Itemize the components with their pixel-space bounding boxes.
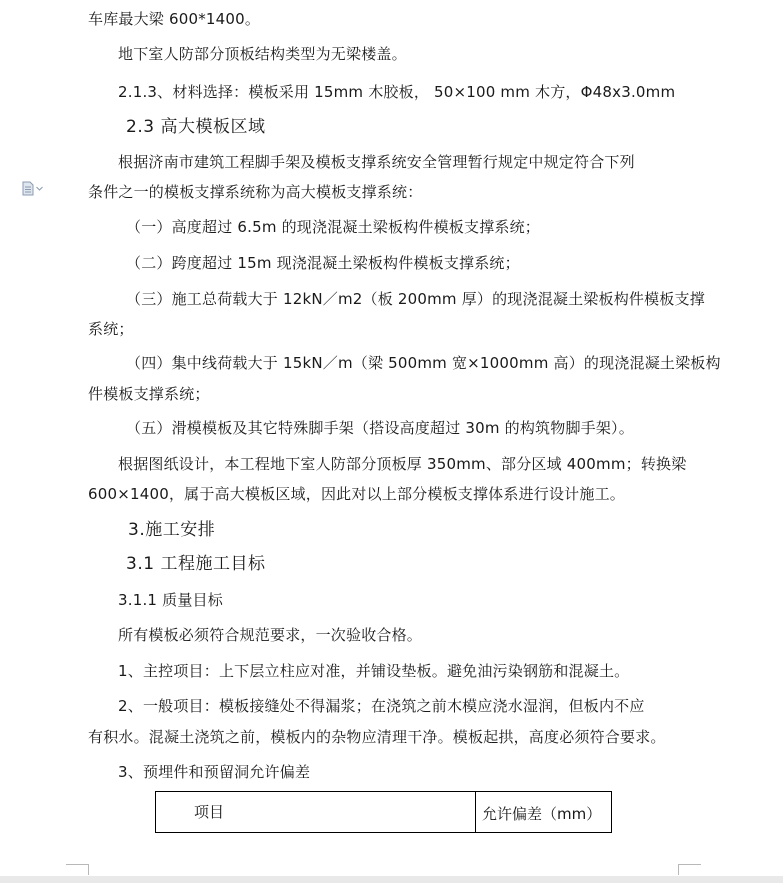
tolerance-table xyxy=(155,791,612,833)
page-corner-marker xyxy=(678,864,701,875)
text-line: （三）施工总荷载大于 12kN／m2（板 200mm 厚）的现浇混凝土梁板构件模板支撑 xyxy=(126,290,705,308)
text-line: （二）跨度超过 15m 现浇混凝土梁板构件模板支撑系统； xyxy=(126,254,520,272)
section-heading: 2.3 高大模板区域 xyxy=(126,117,266,137)
page-corner-marker xyxy=(66,864,89,875)
text-line: 根据济南市建筑工程脚手架及模板支撑系统安全管理暂行规定中规定符合下列 xyxy=(118,153,635,171)
text-line: 地下室人防部分顶板结构类型为无梁楼盖。 xyxy=(118,45,407,63)
text-line: 车库最大梁 600*1400。 xyxy=(88,10,261,28)
text-line: 有积水。混凝土浇筑之前，模板内的杂物应清理干净。模板起拱，高度必须符合要求。 xyxy=(88,728,666,746)
text-line: 2、一般项目：模板接缝处不得漏浆；在浇筑之前木模应浇水湿润，但板内不应 xyxy=(118,697,645,715)
text-line: 条件之一的模板支撑系统称为高大模板支撑系统： xyxy=(88,183,423,201)
text-line: 600×1400，属于高大模板区域，因此对以上部分模板支撑体系进行设计施工。 xyxy=(88,485,625,503)
section-heading: 3.施工安排 xyxy=(128,520,216,540)
text-line: 2.1.3、材料选择：模板采用 15mm 木胶板， 50×100 mm 木方，Φ48x3.0mm xyxy=(118,83,676,101)
text-line: 所有模板必须符合规范要求，一次验收合格。 xyxy=(118,626,423,644)
text-line: （五）滑模模板及其它特殊脚手架（搭设高度超过 30m 的构筑物脚手架）。 xyxy=(126,419,634,437)
text-line: 件模板支撑系统； xyxy=(88,385,210,403)
document-outline-icon[interactable] xyxy=(22,180,48,196)
table-header-tolerance: 允许偏差（mm） xyxy=(482,805,602,823)
subsection-heading: 3.1.1 质量目标 xyxy=(118,591,223,609)
text-line: 系统； xyxy=(88,320,134,338)
text-line: 1、主控项目：上下层立柱应对准，并铺设垫板。避免油污染钢筋和混凝土。 xyxy=(118,662,630,680)
section-heading: 3.1 工程施工目标 xyxy=(126,554,266,574)
text-line: 3、预埋件和预留洞允许偏差 xyxy=(118,763,311,781)
chevron-down-icon xyxy=(36,186,43,191)
text-line: （一）高度超过 6.5m 的现浇混凝土梁板构件模板支撑系统； xyxy=(126,218,541,236)
text-line: （四）集中线荷载大于 15kN／m（梁 500mm 宽×1000mm 高）的现浇混凝土梁板构 xyxy=(126,354,721,372)
page-gap xyxy=(0,876,783,883)
text-line: 根据图纸设计，本工程地下室人防部分顶板厚 350mm、部分区域 400mm；转换梁 xyxy=(118,455,687,473)
table-header-item: 项目 xyxy=(156,792,476,832)
